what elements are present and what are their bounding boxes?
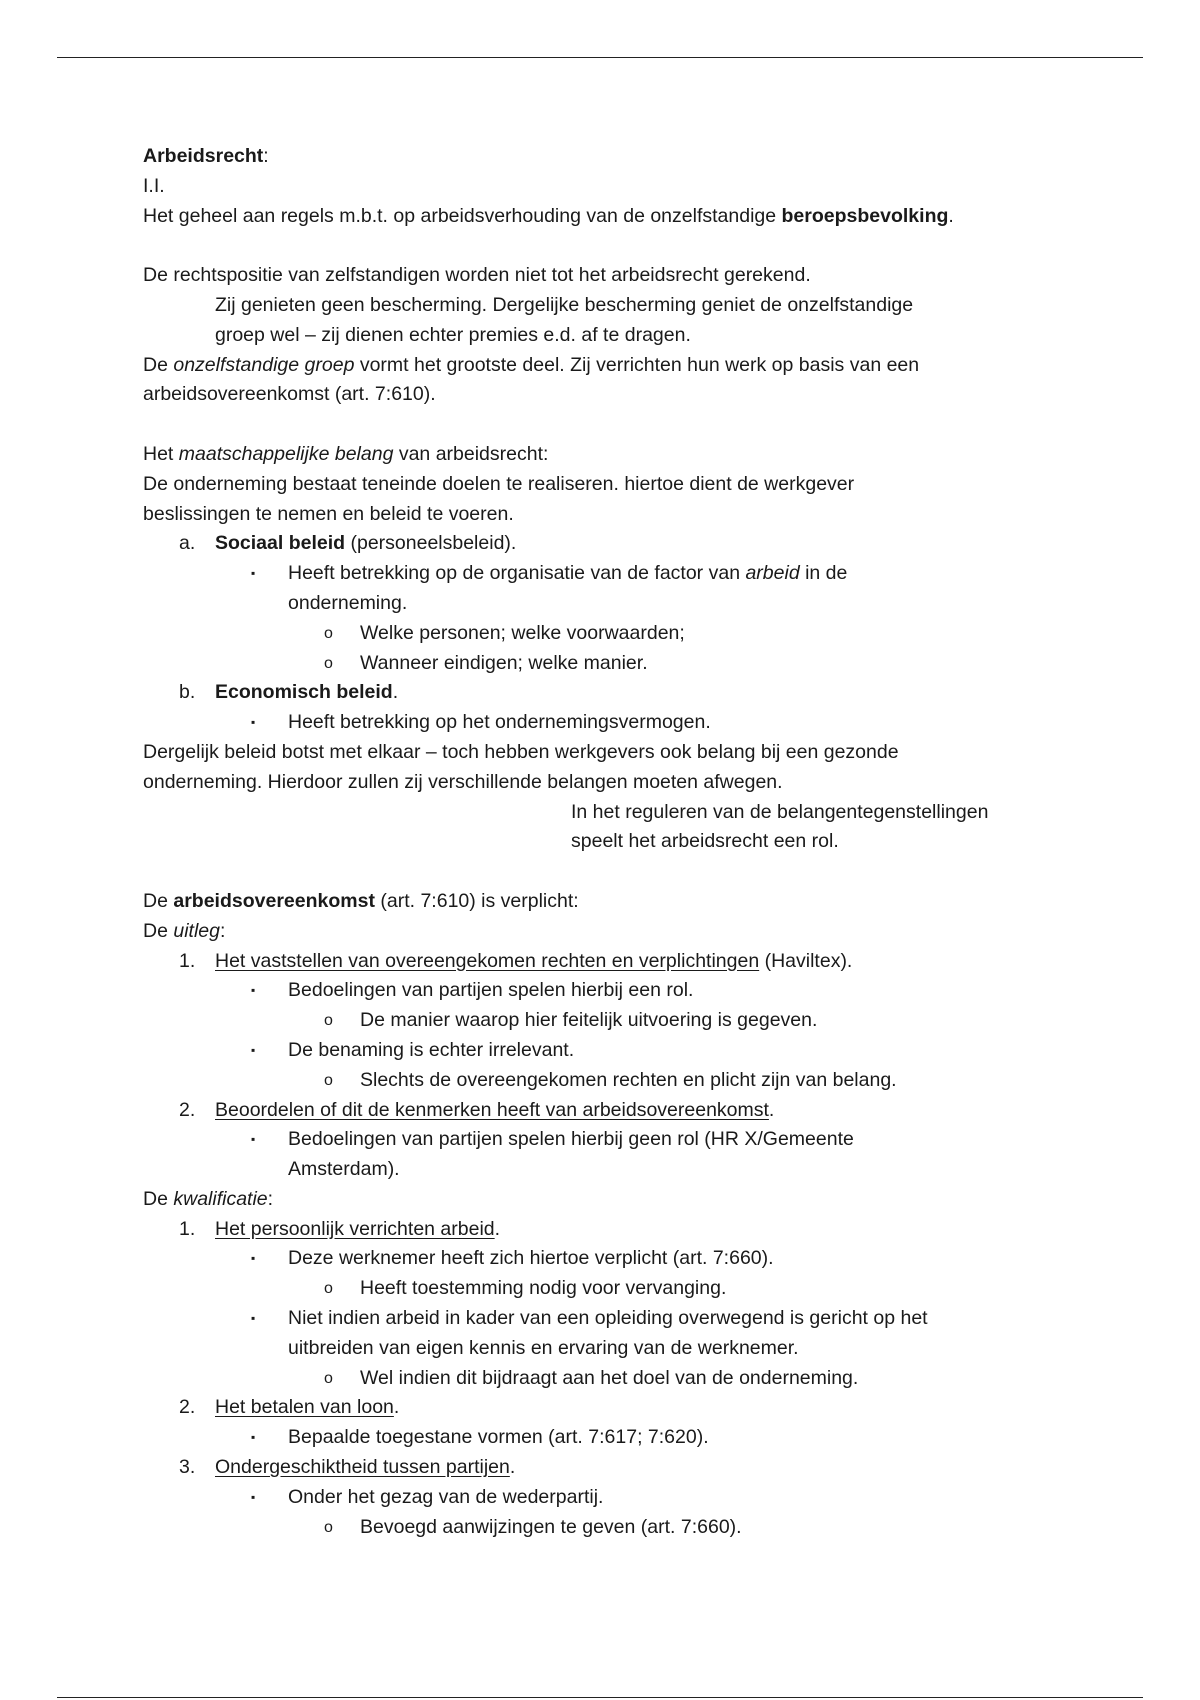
square-bullet-icon: ▪: [251, 1489, 256, 1504]
square-bullet-icon: ▪: [251, 1132, 256, 1147]
circle-bullet-icon: o: [324, 1071, 333, 1089]
list-subbullet: o Welke personen; welke voorwaarden;: [143, 619, 1083, 649]
list-subbullet: o Heeft toestemming nodig voor vervanging.: [143, 1274, 1083, 1304]
circle-bullet-icon: o: [324, 1369, 333, 1387]
circle-bullet-icon: o: [324, 1518, 333, 1536]
kwalificatie-item-3: 3. Ondergeschiktheid tussen partijen.: [179, 1456, 516, 1479]
square-bullet-icon: ▪: [251, 1311, 256, 1326]
list-bullet: ▪ De benaming is echter irrelevant.: [143, 1036, 1083, 1066]
circle-bullet-icon: o: [324, 624, 333, 642]
definition: Het geheel aan regels m.b.t. op arbeidsverhouding van de onzelfstandige beroepsbevolking.: [143, 204, 954, 227]
list-bullet-continuation: uitbreiden van eigen kennis en ervaring van de werknemer.: [288, 1336, 799, 1359]
document-body: [143, 142, 1083, 1542]
list-subbullet: o De manier waarop hier feitelijk uitvoering is gegeven.: [143, 1006, 1083, 1036]
note-line-2: speelt het arbeidsrecht een rol.: [571, 830, 839, 853]
list-bullet: ▪ Bedoelingen van partijen spelen hierbij een rol.: [143, 976, 1083, 1006]
zelfstandigen-sub-1: Zij genieten geen bescherming. Dergelijke bescherming geniet de onzelfstandige: [215, 293, 914, 316]
onzelfstandige-line-2: arbeidsovereenkomst (art. 7:610).: [143, 383, 436, 406]
note-line-1: In het reguleren van de belangentegenstellingen: [571, 800, 989, 823]
section-number: I.I.: [143, 174, 165, 197]
kwalificatie-heading: De kwalificatie:: [143, 1187, 274, 1210]
list-item-a: a. Sociaal beleid (personeelsbeleid).: [179, 532, 517, 555]
square-bullet-icon: ▪: [251, 1251, 256, 1266]
square-bullet-icon: ▪: [251, 715, 256, 730]
list-bullet: ▪ Bepaalde toegestane vormen (art. 7:617; 7:620).: [143, 1423, 1083, 1453]
list-bullet-continuation: onderneming.: [288, 591, 408, 614]
list-bullet: ▪ Niet indien arbeid in kader van een opleiding overwegend is gericht op het: [143, 1304, 1083, 1334]
list-subbullet: o Wanneer eindigen; welke manier.: [143, 649, 1083, 679]
list-bullet: ▪ Onder het gezag van de wederpartij.: [143, 1483, 1083, 1513]
uitleg-item-2: 2. Beoordelen of dit de kenmerken heeft van arbeidsovereenkomst.: [179, 1098, 775, 1121]
zelfstandigen-line: De rechtspositie van zelfstandigen worden niet tot het arbeidsrecht gerekend.: [143, 264, 811, 287]
uitleg-item-1: 1. Het vaststellen van overeengekomen rechten en verplichtingen (Haviltex).: [179, 949, 853, 972]
list-subbullet: o Slechts de overeengekomen rechten en plicht zijn van belang.: [143, 1066, 1083, 1096]
square-bullet-icon: ▪: [251, 566, 256, 581]
square-bullet-icon: ▪: [251, 1042, 256, 1057]
conflict-line-1: Dergelijk beleid botst met elkaar – toch hebben werkgevers ook belang bij een gezonde: [143, 740, 899, 763]
square-bullet-icon: ▪: [251, 983, 256, 998]
onderneming-line-2: beslissingen te nemen en beleid te voeren.: [143, 502, 514, 525]
onzelfstandige-line-1: De onzelfstandige groep vormt het grootste deel. Zij verrichten hun werk op basis van een: [143, 353, 920, 376]
circle-bullet-icon: o: [324, 654, 333, 672]
maatschappelijk-belang: Het maatschappelijke belang van arbeidsrecht:: [143, 442, 549, 465]
list-bullet-continuation: Amsterdam).: [288, 1158, 400, 1181]
kwalificatie-item-1: 1. Het persoonlijk verrichten arbeid.: [179, 1217, 501, 1240]
heading: Arbeidsrecht:: [143, 145, 269, 167]
circle-bullet-icon: o: [324, 1012, 333, 1030]
header-rule: [57, 57, 1143, 58]
zelfstandigen-sub-2: groep wel – zij dienen echter premies e.d. af te dragen.: [215, 323, 691, 346]
footer-rule: [57, 1697, 1143, 1698]
uitleg-heading: De uitleg:: [143, 919, 226, 942]
list-subbullet: o Wel indien dit bijdraagt aan het doel van de onderneming.: [143, 1364, 1083, 1394]
square-bullet-icon: ▪: [251, 1430, 256, 1445]
onderneming-line-1: De onderneming bestaat teneinde doelen te realiseren. hiertoe dient de werkgever: [143, 472, 855, 495]
list-bullet: ▪ Heeft betrekking op het ondernemingsvermogen.: [143, 708, 1083, 738]
list-bullet: ▪ Bedoelingen van partijen spelen hierbij geen rol (HR X/Gemeente: [143, 1125, 1083, 1155]
arbeidsovereenkomst-line: De arbeidsovereenkomst (art. 7:610) is verplicht:: [143, 889, 579, 912]
list-bullet: ▪ Deze werknemer heeft zich hiertoe verplicht (art. 7:660).: [143, 1244, 1083, 1274]
list-item-b: b. Economisch beleid.: [179, 681, 399, 704]
conflict-line-2: onderneming. Hierdoor zullen zij verschillende belangen moeten afwegen.: [143, 770, 783, 793]
kwalificatie-item-2: 2. Het betalen van loon.: [179, 1396, 400, 1419]
list-subbullet: o Bevoegd aanwijzingen te geven (art. 7:660).: [143, 1513, 1083, 1543]
list-bullet: ▪ Heeft betrekking op de organisatie van de factor van arbeid in de: [143, 559, 1083, 589]
circle-bullet-icon: o: [324, 1280, 333, 1298]
